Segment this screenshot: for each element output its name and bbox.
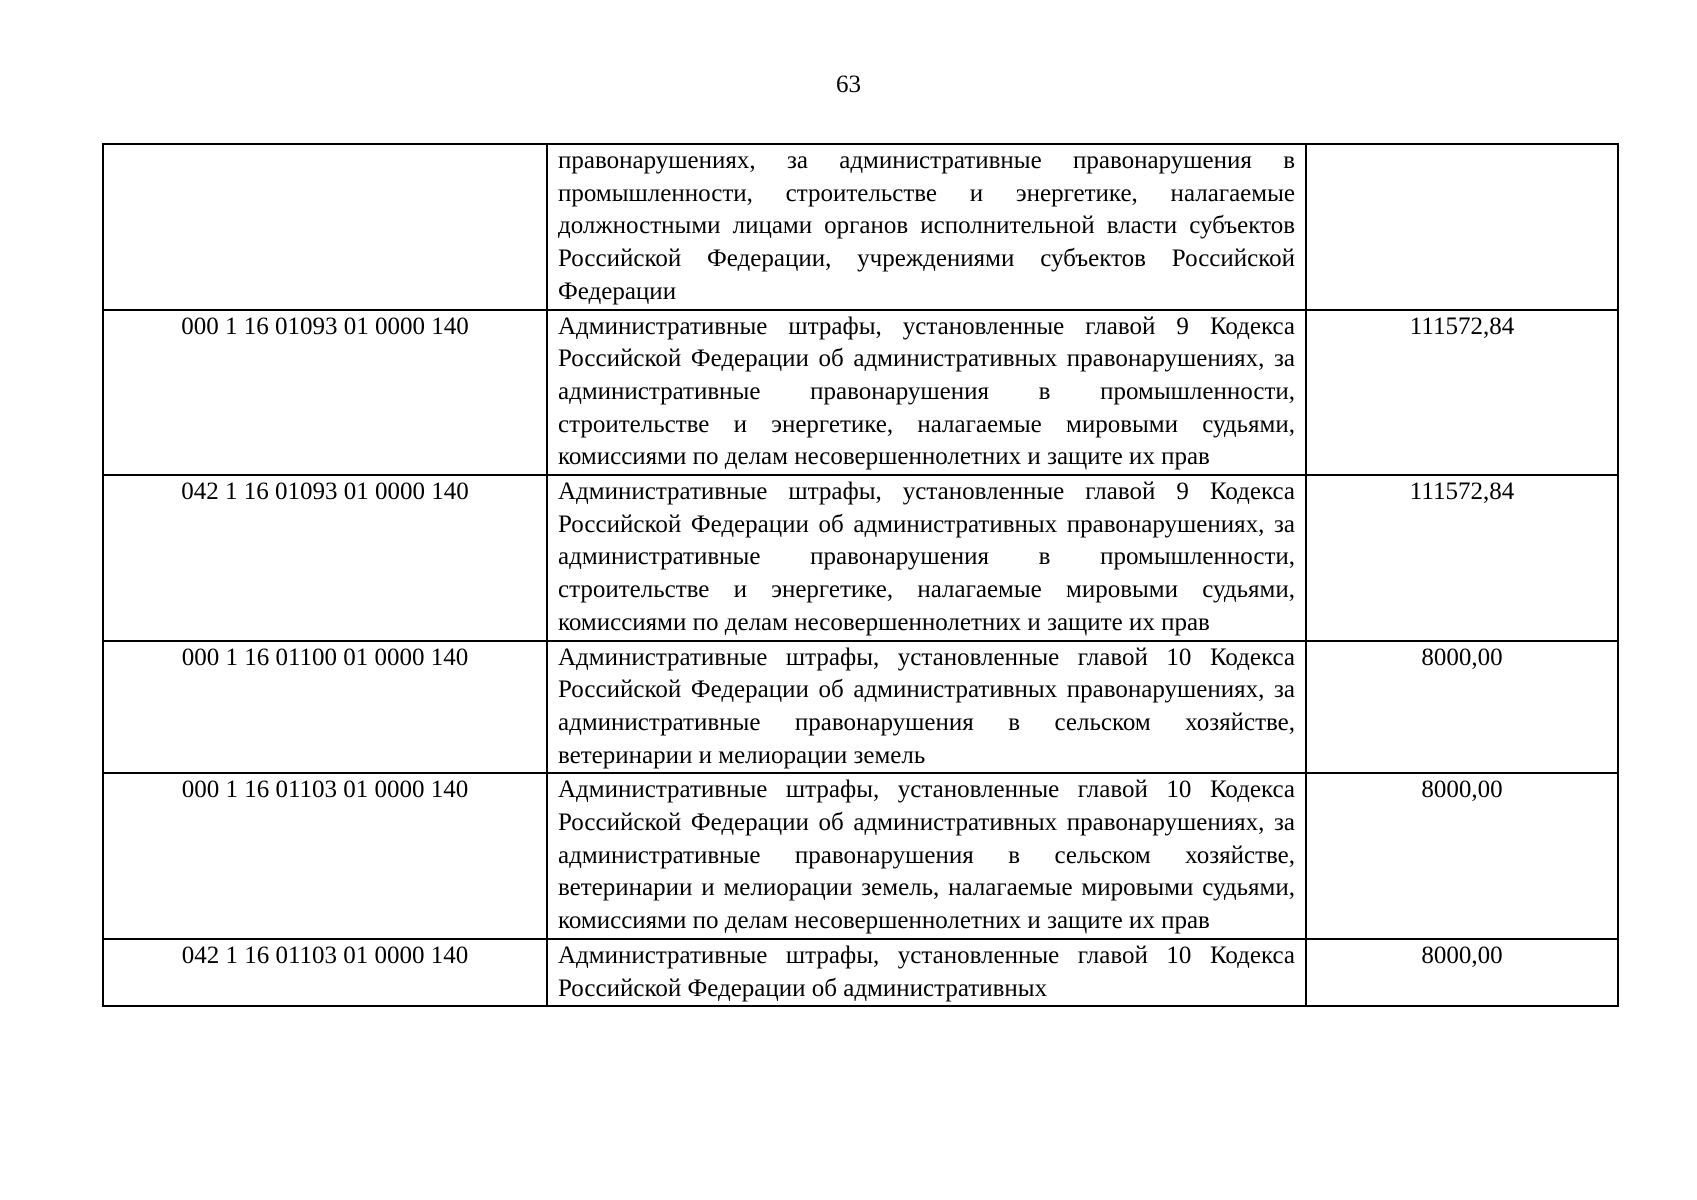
- amount-cell: 8000,00: [1306, 641, 1618, 774]
- table-row: [103, 310, 1618, 476]
- name-cell: Административные штрафы, установленные главой 10 Кодекса Российской Федерации об административных правонарушениях, за административные правонарушения в сельском хозяйстве, ветеринарии и мелиорации земель: [547, 641, 1306, 774]
- name-cell: Административные штрафы, установленные главой 9 Кодекса Российской Федерации об административных правонарушениях, за административные правонарушения в промышленности, строительстве и энергетике, налагаемые мировыми судьями, комиссиями по делам несовершеннолетних и защите их прав: [547, 310, 1306, 476]
- name-cell: правонарушениях, за административные правонарушения в промышленности, строительстве и энергетике, налагаемые должностными лицами органов исполнительной власти субъектов Российской Федерации, учреждениями субъектов Российской Федерации: [547, 144, 1306, 310]
- table-row: [103, 773, 1618, 939]
- table-row: [103, 939, 1618, 1006]
- amount-cell: 111572,84: [1306, 310, 1618, 476]
- amount-cell: 8000,00: [1306, 939, 1618, 1006]
- name-cell: Административные штрафы, установленные главой 9 Кодекса Российской Федерации об административных правонарушениях, за административные правонарушения в промышленности, строительстве и энергетике, налагаемые мировыми судьями, комиссиями по делам несовершеннолетних и защите их прав: [547, 475, 1306, 641]
- name-cell: [547, 939, 1306, 1006]
- budget-revenue-table: [102, 143, 1619, 1007]
- amount-cell: 8000,00: [1306, 773, 1618, 939]
- code-cell: 042 1 16 01103 01 0000 140: [103, 939, 547, 1006]
- page-number: 63: [836, 71, 861, 98]
- table-row: [103, 641, 1618, 774]
- code-cell: 000 1 16 01103 01 0000 140: [103, 773, 547, 939]
- code-cell: 042 1 16 01093 01 0000 140: [103, 475, 547, 641]
- amount-cell: [1306, 144, 1618, 310]
- code-cell: [103, 144, 547, 310]
- name-text: Административные штрафы, установленные главой 10 Кодекса Российской Федерации об административных: [558, 941, 1295, 1002]
- table-row-continuation: [103, 144, 1618, 310]
- table-row: [103, 475, 1618, 641]
- amount-cell: 111572,84: [1306, 475, 1618, 641]
- name-cell: Административные штрафы, установленные главой 10 Кодекса Российской Федерации об административных правонарушениях, за административные правонарушения в сельском хозяйстве, ветеринарии и мелиорации земель, налагаемые мировыми судьями, комиссиями по делам несовершеннолетних и защите их прав: [547, 773, 1306, 939]
- code-cell: 000 1 16 01100 01 0000 140: [103, 641, 547, 774]
- code-cell: 000 1 16 01093 01 0000 140: [103, 310, 547, 476]
